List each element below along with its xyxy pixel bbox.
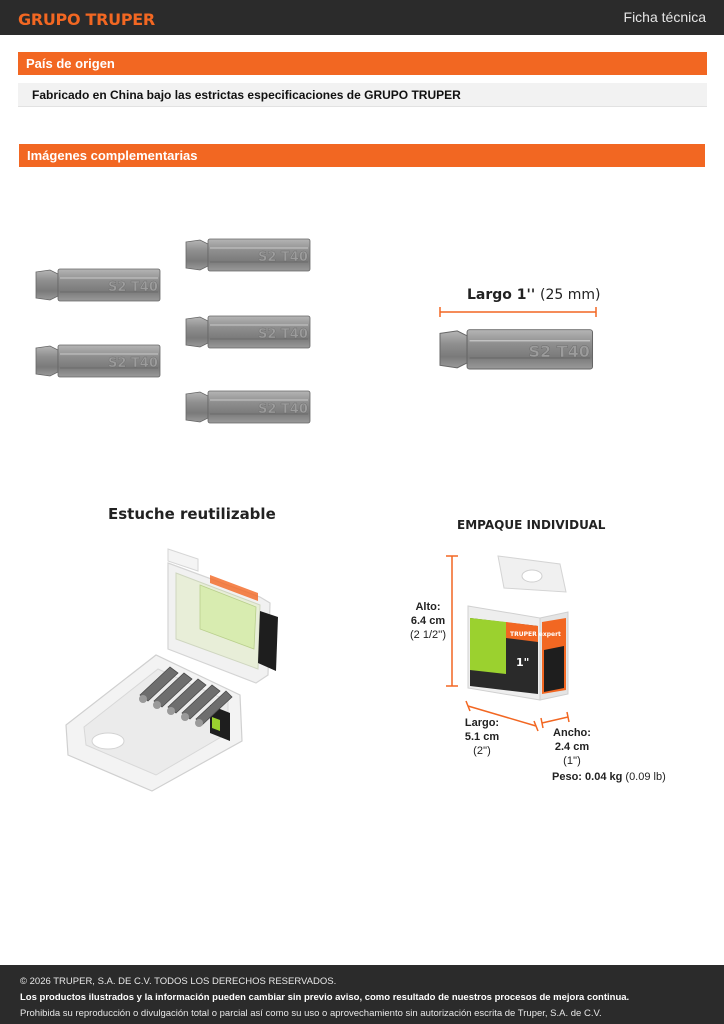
origin-text: Fabricado en China bajo las estrictas especificaciones de GRUPO TRUPER — [18, 83, 707, 107]
package-length-imperial: (2'') — [473, 745, 491, 757]
package-width — [548, 726, 596, 768]
origin-section-header: País de origen — [18, 52, 707, 75]
package-weight-metric: 0.04 kg — [585, 771, 623, 783]
package-height-label: Alto: — [415, 601, 441, 613]
package-weight — [552, 770, 666, 784]
bit-length-image — [436, 304, 602, 380]
footer-legal: Prohibida su reproducción o divulgación total o parcial así como su uso o aprovechamiento sin autorización escrita de Truper, S.A. de C.V. — [20, 1008, 602, 1019]
package-length — [458, 716, 506, 758]
length-caption — [467, 287, 600, 303]
package-card-size: 1" — [516, 656, 530, 669]
package-width-label: Ancho: — [553, 727, 591, 739]
bit-2 — [186, 239, 310, 271]
reusable-case-image — [60, 545, 290, 795]
package-width-imperial: (1'') — [563, 755, 581, 767]
bit-marking: S2 T40 — [528, 341, 590, 361]
package-caption: EMPAQUE INDIVIDUAL — [457, 518, 606, 532]
length-caption-bold: Largo 1'' — [467, 287, 536, 303]
bit-3 — [186, 316, 310, 348]
package-width-metric: 2.4 cm — [554, 741, 590, 753]
package-length-label: Largo: — [464, 717, 500, 729]
case-caption: Estuche reutilizable — [108, 505, 276, 523]
length-caption-normal: (25 mm) — [539, 287, 601, 303]
package-height — [404, 600, 452, 642]
brand-logo[interactable]: GRUPO TRUPER — [18, 10, 155, 29]
footer-notice: Los productos ilustrados y la información pueden cambiar sin previo aviso, como resultado de nuestros procesos de mejora continua. — [20, 992, 630, 1003]
individual-package-image — [440, 548, 580, 733]
sheet-type-label: Ficha técnica — [623, 9, 706, 25]
package-height-metric: 6.4 cm — [410, 615, 446, 627]
gallery-section-header: Imágenes complementarias — [19, 144, 705, 167]
top-bar — [0, 0, 724, 35]
package-length-metric: 5.1 cm — [464, 731, 500, 743]
package-weight-imperial: (0.09 lb) — [625, 771, 666, 783]
bit-5 — [186, 391, 310, 423]
package-height-imperial: (2 1/2'') — [410, 629, 446, 641]
bit-4 — [36, 345, 160, 377]
package-card-brand: TRUPER expert — [510, 631, 561, 638]
package-weight-label: Peso: — [552, 771, 582, 783]
bits-set-image: S2 T40 — [30, 230, 320, 430]
footer-copyright: © 2026 TRUPER, S.A. DE C.V. TODOS LOS DERECHOS RESERVADOS. — [20, 976, 337, 987]
bit-1 — [36, 269, 160, 301]
footer — [0, 965, 724, 1024]
